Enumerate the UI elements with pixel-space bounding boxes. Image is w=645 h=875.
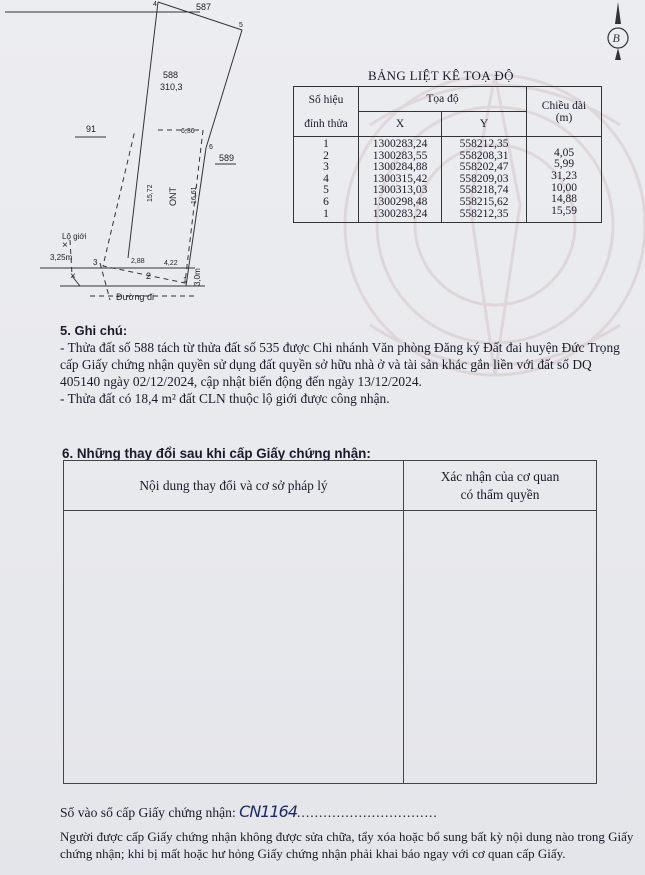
- point-cell: 1: [323, 138, 329, 150]
- header-toado: Tọa độ: [359, 87, 527, 112]
- length-cell: 31,23: [551, 169, 577, 182]
- length-cell: 15,59: [551, 204, 577, 217]
- seal-emblem-icon: [601, 2, 635, 60]
- y-cell: 558208,31: [459, 149, 509, 162]
- corner-4-label: 4: [153, 1, 157, 8]
- changes-col2-header-1: Xác nhận của cơ quan: [440, 468, 560, 484]
- y-cell: 558212,35: [459, 207, 509, 220]
- changes-confirm-cell: [404, 511, 597, 784]
- parcel-plan: [0, 0, 250, 320]
- coords-title: BẢNG LIỆT KÊ TOẠ ĐỘ: [368, 68, 514, 83]
- dim-30-label: 3,0m: [193, 268, 202, 286]
- corner-6-label: 6: [209, 144, 213, 151]
- x-cell: 1300283,24: [372, 138, 428, 150]
- length-cell: 10,00: [551, 181, 577, 194]
- registry-line: [60, 802, 438, 821]
- point-cell: 4: [323, 172, 329, 185]
- point-cell: 3: [323, 161, 329, 174]
- svg-text:B: B: [612, 31, 620, 45]
- footer-notice: Người được cấp Giấy chứng nhận không được sửa chữa, tẩy xóa hoặc bổ sung bất kỳ nội dung nào trong Giấy chứng nhận; khi bị mất hoặc hư hỏng Giấy chứng nhận phải khai báo ngay với cơ quan cấp Giấy.: [60, 829, 634, 861]
- header-chieudai-1: Chiều dài: [541, 99, 587, 112]
- y-cell: 558212,35: [459, 138, 509, 150]
- road-label: Đường đi: [116, 292, 154, 302]
- col-x: [359, 137, 441, 222]
- registry-label: Số vào sổ cấp Giấy chứng nhận:: [60, 805, 236, 820]
- notes-section: [60, 322, 630, 407]
- changes-content-cell: [64, 511, 404, 784]
- changes-col2-header-2: có thẩm quyền: [460, 486, 540, 502]
- corner-5-label: 5: [239, 22, 243, 29]
- cross-mark-top-icon: ×: [62, 240, 68, 251]
- corner-1-label: 1: [183, 277, 187, 284]
- col-length: [527, 140, 601, 220]
- x-cell: 1300313,03: [372, 184, 428, 197]
- corner-2-label: 2: [146, 271, 152, 281]
- dim-288-label: 2,88: [131, 258, 145, 265]
- length-cell: 14,88: [551, 193, 577, 206]
- point-cell: 6: [323, 195, 329, 208]
- boundary-left-line: [128, 2, 158, 258]
- header-x: X: [359, 112, 442, 137]
- dim-636-label: 6,36: [181, 128, 195, 135]
- parcel-91-label: 91: [86, 124, 97, 134]
- note-line-2: - Thửa đất có 18,4 m² đất CLN thuộc lộ giới được công nhận.: [60, 391, 390, 406]
- y-cell: 558209,03: [459, 172, 509, 185]
- parcel-588-label: 588: [163, 70, 179, 80]
- x-cell: 1300283,55: [372, 149, 428, 162]
- point-cell: 2: [323, 149, 329, 162]
- point-cell: 5: [323, 184, 329, 197]
- note-line-1: - Thửa đất số 588 tách từ thửa đất số 535 được Chi nhánh Văn phòng Đăng ký Đất đai huyện Đức Trọng cấp Giấy chứng nhận quyền sử dụng đất quyền sở hữu nhà ở và tài sản khác gắn liền với đất số DQ 405140 ngày 02/12/2024, cập nhật biến động đến ngày 13/12/2024.: [60, 340, 620, 389]
- dim-1661-label: 16,61: [191, 186, 198, 204]
- length-cell: 5,99: [553, 158, 575, 171]
- y-cell: 558215,62: [459, 195, 509, 208]
- header-sohieu-2: đỉnh thửa: [304, 117, 348, 130]
- header-sohieu-1: Số hiệu: [308, 93, 344, 106]
- changes-col1-header: Nội dung thay đổi và cơ sở pháp lý: [64, 461, 404, 511]
- x-cell: 1300315,42: [372, 172, 428, 185]
- y-cell: 558218,74: [459, 184, 509, 197]
- x-cell: 1300283,24: [372, 207, 428, 220]
- registry-number: CN1164: [239, 802, 298, 821]
- header-y: Y: [442, 112, 527, 137]
- cross-mark-icon: ×: [70, 271, 76, 282]
- registry-dots: ................................: [297, 805, 438, 820]
- x-cell: 1300298,48: [372, 195, 428, 208]
- dim-422-label: 4,22: [164, 260, 178, 267]
- col-y: [442, 137, 526, 222]
- corner-3-label: 3: [93, 258, 98, 267]
- col-point: [294, 137, 358, 222]
- logioi-label: Lộ giới: [62, 232, 87, 241]
- header-chieudai-2: (m): [555, 111, 573, 124]
- x-cell: 1300284,88: [372, 161, 428, 174]
- coords-table: [293, 86, 602, 223]
- parcel-588-outline: [103, 130, 203, 283]
- parcel-589-label: 589: [219, 153, 235, 163]
- y-cell: 558202,47: [459, 161, 509, 174]
- point-cell: 1: [323, 207, 329, 220]
- land-type-label: ONT: [168, 187, 178, 206]
- dim-325-label: 3,25m: [50, 253, 73, 262]
- notes-heading: 5. Ghi chú:: [60, 323, 128, 338]
- changes-table: [63, 460, 597, 784]
- parcel-587-label: 587: [196, 2, 212, 12]
- length-cell: 4,05: [553, 146, 575, 159]
- dim-1572-label: 15,72: [147, 184, 154, 202]
- parcel-area-label: 310,3: [160, 82, 183, 92]
- changes-title: 6. Những thay đổi sau khi cấp Giấy chứng nhận:: [62, 446, 371, 461]
